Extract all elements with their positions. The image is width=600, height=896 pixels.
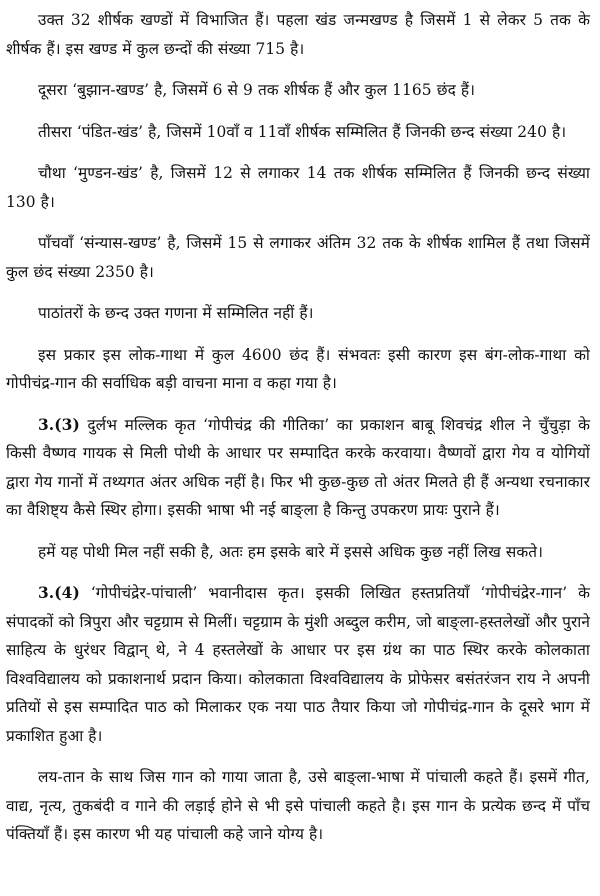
paragraph-sannyas-khand (6, 229, 590, 286)
paragraph-text: पाँचवाँ ‘संन्यास-खण्ड’ है, जिसमें 15 से लगाकर अंतिम 32 तक के शीर्षक शामिल हैं तथा जिसमें कुल छंद संख्या 2350 है। (6, 234, 590, 281)
paragraph-text: उक्त 32 शीर्षक खण्डों में विभाजित हैं। पहला खंड जन्मखण्ड है जिसमें 1 से लेकर 5 तक के शीर्षक हैं। इस खण्ड में कुल छन्दों की संख्या 715 है। (6, 11, 590, 58)
paragraph-text: दूसरा ‘बुझान-खण्ड’ है, जिसमें 6 से 9 तक शीर्षक हैं और कुल 1165 छंद हैं। (38, 81, 476, 99)
paragraph-text: इस प्रकार इस लोक-गाथा में कुल 4600 छंद हैं। संभवतः इसी कारण इस बंग-लोक-गाथा को गोपीचंद्र-गान की सर्वाधिक बड़ी वाचना माना व कहा गया है। (6, 345, 590, 392)
paragraph-text: दुर्लभ मल्लिक कृत ‘गोपीचंद्र की गीतिका’ का प्रकाशन बाबू शिवचंद्र शील ने चुँचुड़ा के किसी वैष्णव गायक से मिली पोथी के आधार पर सम्पादित करके करवाया। वैष्णवों द्वारा गेय व योगियों द्वारा गेय गानों में तथ्यगत अंतर अधिक नहीं है। फिर भी कुछ-कुछ तो अंतर मिलते ही हैं अन्यथा रचनाकार का वैशिष्ट्य कैसे स्थिर होगा। इसकी भाषा भी नई बाङ्ला है किन्तु उपकरण प्रायः पुराने हैं। (6, 415, 590, 519)
paragraph-section-3-3 (6, 411, 590, 525)
paragraph-text: चौथा ‘मुण्डन-खंड’ है, जिसमें 12 से लगाकर 14 तक शीर्षक सम्मिलित हैं जिनकी छन्द संख्या 130 है। (6, 164, 590, 211)
paragraph-total-chhand (6, 341, 590, 398)
paragraph-pothi-unavailable (6, 538, 590, 567)
document-page (6, 6, 590, 849)
paragraph-text: लय-तान के साथ जिस गान को गाया जाता है, उसे बाङ्ला-भाषा में पांचाली कहते हैं। इसमें गीत, वाद्य, नृत्य, तुकबंदी व गाने की लड़ाई होने से भी इसे पांचाली कहते है। इस गान के प्रत्येक छन्द में पाँच पंक्तियाँ हैं। इस कारण भी यह पांचाली कहे जाने योग्य है। (6, 768, 590, 843)
paragraph-text: पाठांतरों के छन्द उक्त गणना में सम्मिलित नहीं हैं। (38, 304, 314, 322)
paragraph-text: तीसरा ‘पंडित-खंड’ है, जिसमें 10वाँ व 11वाँ शीर्षक सम्मिलित हैं जिनकी छन्द संख्या 240 है। (38, 122, 567, 141)
paragraph-pandit-khand (6, 118, 590, 147)
paragraph-text: हमें यह पोथी मिल नहीं सकी है, अतः हम इसके बारे में इससे अधिक कुछ नहीं लिख सकते। (38, 542, 544, 561)
paragraph-pathantar (6, 299, 590, 328)
paragraph-janm-khand (6, 6, 590, 63)
paragraph-panchali (6, 763, 590, 849)
paragraph-bujhan-khand (6, 76, 590, 105)
paragraph-section-3-4 (6, 579, 590, 750)
paragraph-text: ‘गोपीचंद्रेर-पांचाली’ भवानीदास कृत। इसकी लिखित हस्तप्रतियाँ ‘गोपीचंद्रेर-गान’ के संपादकों को त्रिपुरा और चट्टग्राम से मिलीं। चट्टग्राम के मुंशी अब्दुल करीम, जो बाङ्ला-हस्तलेखों और पुराने साहित्य के धुरंधर विद्वान् थे, ने 4 हस्तलेखों के आधार पर इस ग्रंथ का पाठ स्थिर करके कोलकाता विश्वविद्यालय को प्रकाशनार्थ प्रदान किया। कोलकाता विश्वविद्यालय के प्रोफेसर बसंतरंजन राय ने अपनी प्रतियों से इस सम्पादित पाठ को मिलाकर एक नया पाठ तैयार किया जो गोपीचंद्र-गान के दूसरे भाग में प्रकाशित हुआ है। (6, 584, 590, 745)
paragraph-mundan-khand (6, 159, 590, 216)
section-number: 3.(3) (38, 415, 80, 434)
section-number: 3.(4) (38, 584, 80, 602)
